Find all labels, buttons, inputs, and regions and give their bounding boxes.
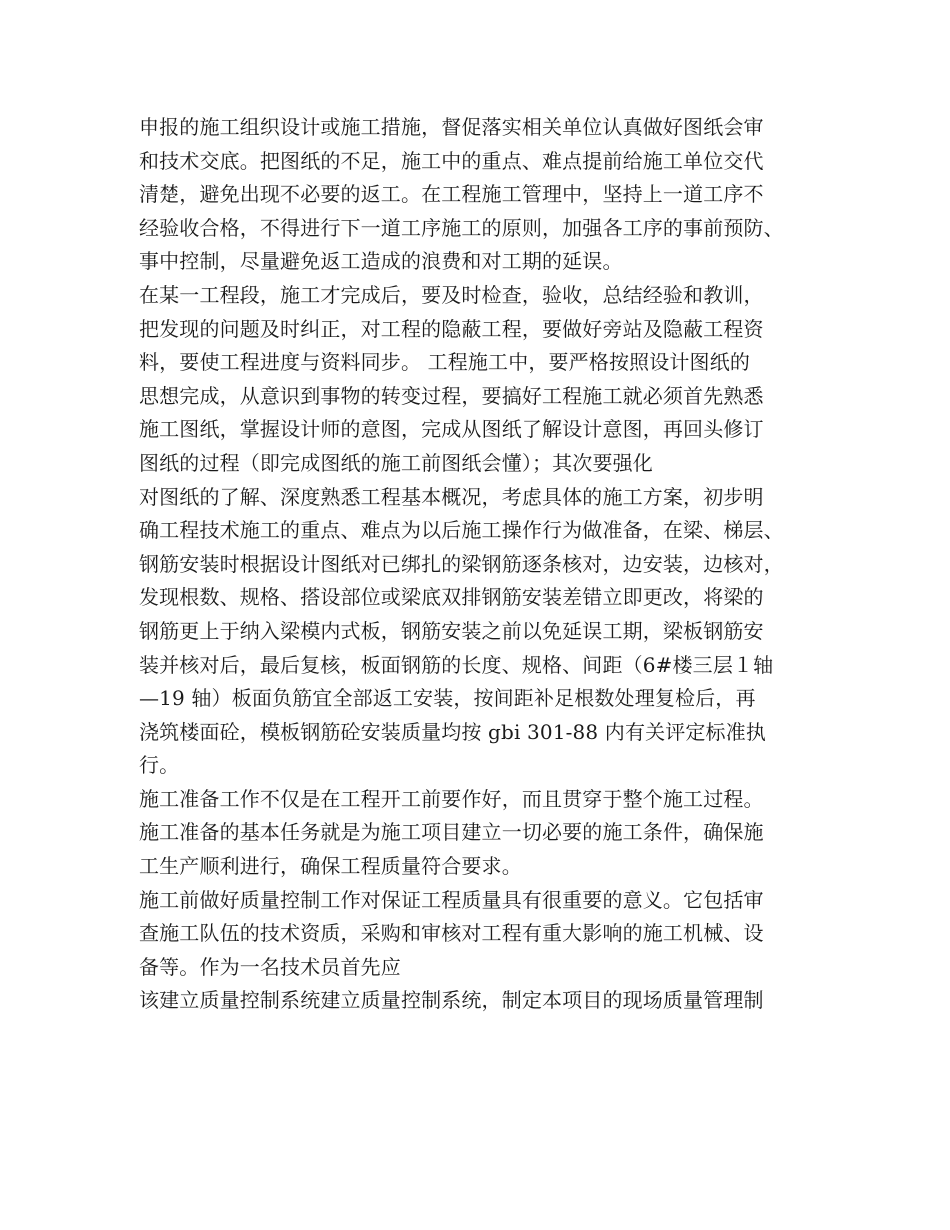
text-line: 浇筑楼面砼，模板钢筋砼安装质量均按 gbi 301-88 内有关评定标准执 bbox=[139, 719, 767, 744]
text-line: 查施工队伍的技术资质，采购和审核对工程有重大影响的施工机械、设 bbox=[139, 921, 764, 946]
text-line: 施工准备的基本任务就是为施工项目建立一切必要的施工条件，确保施 bbox=[139, 820, 764, 845]
text-line: 和技术交底。把图纸的不足，施工中的重点、难点提前给施工单位交代 bbox=[139, 148, 764, 173]
text-line: 清楚，避免出现不必要的返工。在工程施工管理中，坚持上一道工序不 bbox=[139, 182, 764, 207]
text-line: 施工前做好质量控制工作对保证工程质量具有很重要的意义。它包括审 bbox=[139, 887, 764, 912]
text-line: 装并核对后，最后复核，板面钢筋的长度、规格、间距（6#楼三层１轴 bbox=[139, 652, 774, 677]
text-line: 思想完成，从意识到事物的转变过程，要搞好工程施工就必须首先熟悉 bbox=[139, 383, 764, 408]
text-line: —19 轴）板面负筋宜全部返工安装，按间距补足根数处理复检后，再 bbox=[139, 686, 756, 711]
text-line: 对图纸的了解、深度熟悉工程基本概况，考虑具体的施工方案，初步明 bbox=[139, 484, 764, 509]
text-line: 行。 bbox=[139, 753, 180, 778]
text-line: 钢筋安装时根据设计图纸对已绑扎的梁钢筋逐条核对，边安装，边核对， bbox=[139, 551, 784, 576]
text-line: 工生产顺利进行，确保工程质量符合要求。 bbox=[139, 854, 522, 879]
text-line: 施工准备工作不仅是在工程开工前要作好，而且贯穿于整个施工过程。 bbox=[139, 786, 764, 811]
document-body bbox=[139, 111, 829, 1018]
text-line: 确工程技术施工的重点、难点为以后施工操作行为做准备，在梁、梯层、 bbox=[139, 518, 784, 543]
text-line: 把发现的问题及时纠正，对工程的隐蔽工程，要做好旁站及隐蔽工程资 bbox=[139, 316, 764, 341]
text-line: 料，要使工程进度与资料同步。 工程施工中，要严格按照设计图纸的 bbox=[139, 350, 751, 375]
text-line: 发现根数、规格、搭设部位或梁底双排钢筋安装差错立即更改，将梁的 bbox=[139, 585, 764, 610]
text-line: 在某一工程段，施工才完成后，要及时检查，验收，总结经验和教训， bbox=[139, 282, 764, 307]
text-line: 经验收合格，不得进行下一道工序施工的原则，加强各工序的事前预防、 bbox=[139, 215, 784, 240]
text-line: 备等。作为一名技术员首先应 bbox=[139, 954, 401, 979]
text-line: 施工图纸，掌握设计师的意图，完成从图纸了解设计意图，再回头修订 bbox=[139, 417, 764, 442]
text-line: 事中控制，尽量避免返工造成的浪费和对工期的延误。 bbox=[139, 249, 623, 274]
text-line: 图纸的过程（即完成图纸的施工前图纸会懂）；其次要强化 bbox=[139, 450, 653, 475]
text-line: 钢筋更上于纳入梁模内式板，钢筋安装之前以免延误工期，梁板钢筋安 bbox=[139, 618, 764, 643]
text-line: 申报的施工组织设计或施工措施，督促落实相关单位认真做好图纸会审 bbox=[139, 115, 764, 139]
text-line: 该建立质量控制系统建立质量控制系统，制定本项目的现场质量管理制 bbox=[139, 988, 764, 1013]
